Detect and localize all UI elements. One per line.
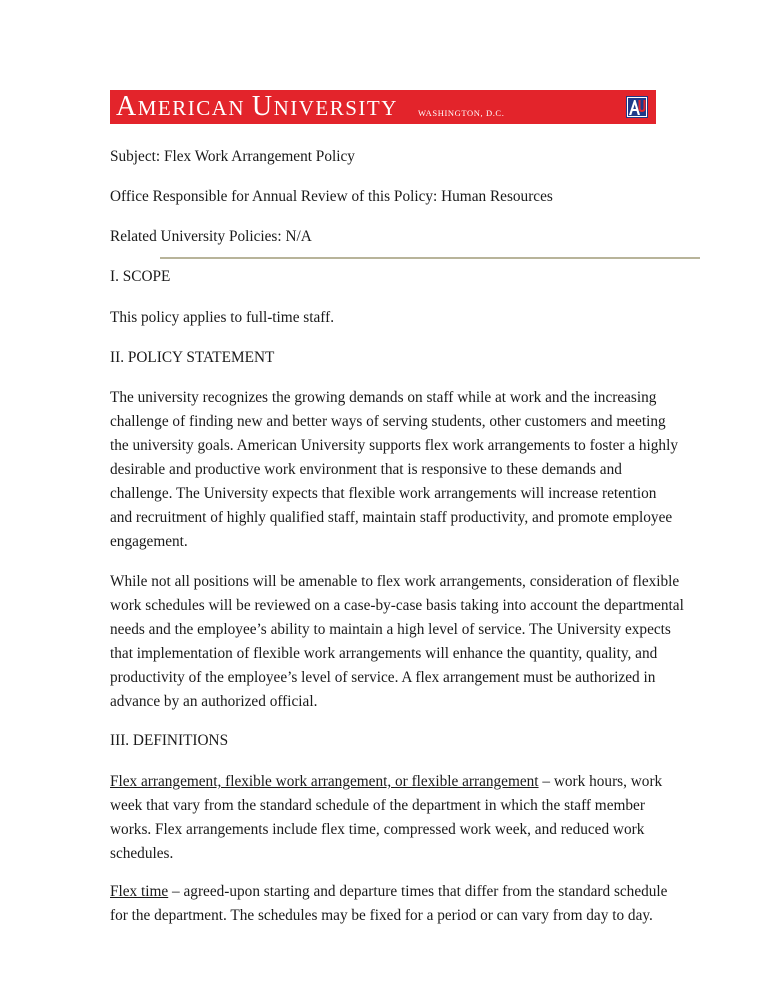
name-first-cap: A bbox=[116, 91, 138, 122]
definition-text: – agreed-upon starting and departure times that differ from the standard schedule bbox=[168, 883, 668, 900]
related-policies-line: Related University Policies: N/A bbox=[110, 228, 312, 245]
paragraph-line: desirable and productive work environment that is responsive to these demands and bbox=[110, 461, 622, 478]
university-city: WASHINGTON, D.C. bbox=[418, 108, 505, 118]
name-second-rest: NIVERSITY bbox=[273, 96, 398, 120]
name-second-cap: U bbox=[251, 91, 274, 122]
paragraph-line: schedules. bbox=[110, 845, 174, 862]
definition-term: Flex time bbox=[110, 883, 169, 900]
paragraph-line: needs and the employee’s ability to maintain a high level of service. The University expects bbox=[110, 621, 671, 638]
paragraph-line: challenge of finding new and better ways of serving students, other customers and meeting bbox=[110, 413, 666, 430]
paragraph-line: for the department. The schedules may be fixed for a period or can vary from day to day. bbox=[110, 907, 653, 924]
paragraph-line: that implementation of flexible work arrangements will enhance the quantity, quality, and bbox=[110, 645, 658, 662]
office-responsible-line: Office Responsible for Annual Review of this Policy: Human Resources bbox=[110, 188, 553, 205]
definitions-heading: III. DEFINITIONS bbox=[110, 732, 229, 749]
university-name bbox=[116, 92, 398, 123]
definition-line bbox=[110, 880, 710, 904]
scope-text: This policy applies to full-time staff. bbox=[110, 309, 335, 326]
paragraph-line: productivity of the employee’s level of service. A flex arrangement must be authorized in bbox=[110, 669, 656, 686]
paragraph-line: challenge. The University expects that flexible work arrangements will increase retention bbox=[110, 485, 657, 502]
section-divider bbox=[160, 257, 700, 259]
paragraph-line: While not all positions will be amenable to flex work arrangements, consideration of flexible bbox=[110, 573, 680, 590]
paragraph-line: The university recognizes the growing demands on staff while at work and the increasing bbox=[110, 389, 657, 406]
paragraph-line: week that vary from the standard schedule of the department in which the staff member bbox=[110, 797, 645, 814]
definition-text: – work hours, work bbox=[538, 773, 663, 790]
subject-line: Subject: Flex Work Arrangement Policy bbox=[110, 148, 355, 165]
paragraph-line: works. Flex arrangements include flex time, compressed work week, and reduced work bbox=[110, 821, 645, 838]
paragraph-line: advance by an authorized official. bbox=[110, 693, 318, 710]
paragraph-line: engagement. bbox=[110, 533, 188, 550]
definition-flex-arrangement bbox=[110, 770, 710, 866]
paragraph-line: and recruitment of highly qualified staff, maintain staff productivity, and promote employee bbox=[110, 509, 673, 526]
paragraph-line: work schedules will be reviewed on a case-by-case basis taking into account the departmental bbox=[110, 597, 684, 614]
policy-paragraph-1 bbox=[110, 386, 710, 554]
au-shield-icon bbox=[626, 96, 648, 118]
scope-heading: I. SCOPE bbox=[110, 268, 171, 285]
paragraph-line: the university goals. American University supports flex work arrangements to foster a highly bbox=[110, 437, 678, 454]
definition-line bbox=[110, 770, 710, 794]
policy-statement-heading: II. POLICY STATEMENT bbox=[110, 349, 275, 366]
university-banner bbox=[110, 90, 656, 124]
definition-flex-time bbox=[110, 880, 710, 928]
definition-term: Flex arrangement, flexible work arrangement, or flexible arrangement bbox=[110, 773, 539, 790]
policy-paragraph-2 bbox=[110, 570, 710, 714]
name-first-rest: MERICAN bbox=[137, 96, 246, 120]
